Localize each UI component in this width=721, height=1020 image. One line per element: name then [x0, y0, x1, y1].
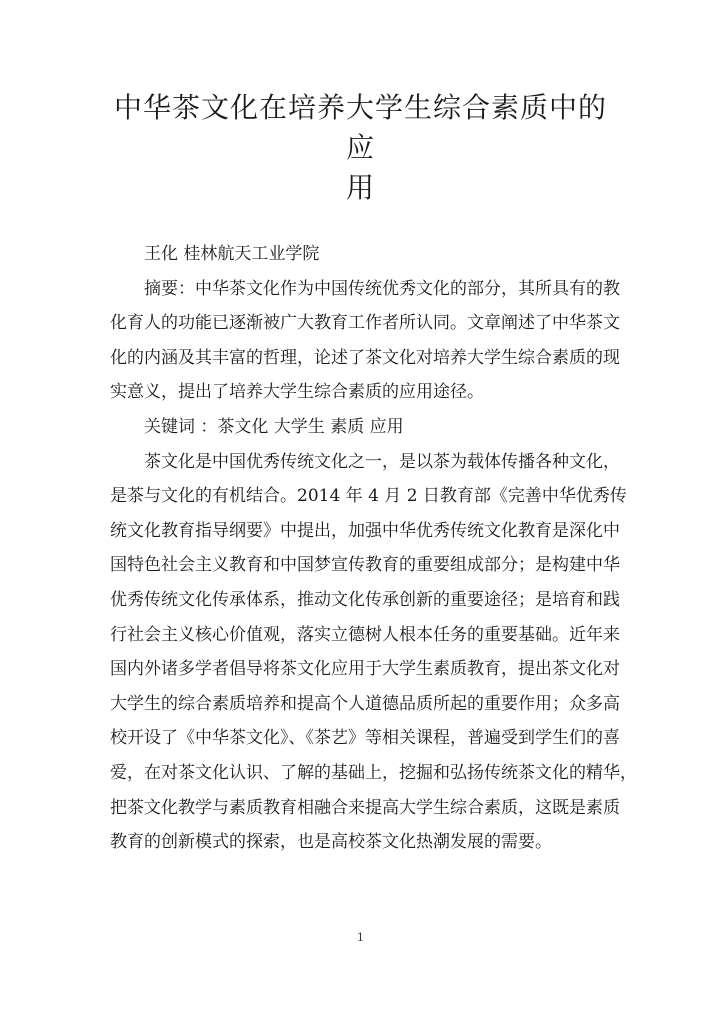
document-body [110, 237, 637, 860]
body-paragraph [110, 445, 637, 860]
paragraph-line: 行社会主义核心价值观，落实立德树人根本任务的重要基础。近年来 [110, 624, 620, 645]
paragraph-line: 国内外诸多学者倡导将茶文化应用于大学生素质教育，提出茶文化对 [110, 659, 620, 680]
paragraph-line: 爱，在对茶文化认识、了解的基础上，挖掘和弘扬传统茶文化的精华， [110, 762, 637, 783]
title-line-2: 用 [345, 171, 375, 204]
page-number: 1 [357, 931, 364, 944]
paragraph-line: 统文化教育指导纲要》中提出，加强中华优秀传统文化教育是深化中 [110, 520, 620, 541]
paragraph-line: 是茶与文化的有机结合。2014 年 4 月 2 日教育部《完善中华优秀传 [110, 486, 627, 507]
paragraph-line: 把茶文化教学与素质教育相融合来提高大学生综合素质，这既是素质 [110, 797, 620, 818]
keywords: 关键词 ：茶文化 大学生 素质 应用 [144, 416, 404, 437]
paragraph-line: 教育的创新模式的探索，也是高校茶文化热潮发展的需要。 [110, 832, 552, 853]
paragraph-line: 国特色社会主义教育和中国梦宣传教育的重要组成部分；是构建中华 [110, 555, 620, 576]
paragraph-line: 大学生的综合素质培养和提高个人道德品质所起的重要作用；众多高 [110, 693, 620, 714]
abstract-line: 化的内涵及其丰富的哲理，论述了茶文化对培养大学生综合素质的现 [110, 347, 620, 368]
paragraph-line: 优秀传统文化传承体系，推动文化传承创新的重要途径；是培育和践 [110, 589, 620, 610]
abstract-line: 摘要：中华茶文化作为中国传统优秀文化的部分，其所具有的教 [144, 278, 620, 299]
paragraph-line: 茶文化是中国优秀传统文化之一，是以茶为载体传播各种文化， [144, 451, 620, 472]
author-affiliation: 王化 桂林航天工业学院 [144, 244, 320, 264]
abstract-line: 实意义，提出了培养大学生综合素质的应用途径。 [110, 382, 484, 403]
abstract-line: 化育人的功能已逐渐被广大教育工作者所认同。文章阐述了中华茶文 [110, 313, 620, 334]
abstract [110, 272, 620, 410]
paragraph-line: 校开设了《中华茶文化》、《茶艺》等相关课程，普遍受到学生们的喜 [110, 728, 620, 749]
title-line-1: 中华茶文化在培养大学生综合素质中的应 [113, 91, 607, 164]
document-title [100, 88, 621, 208]
